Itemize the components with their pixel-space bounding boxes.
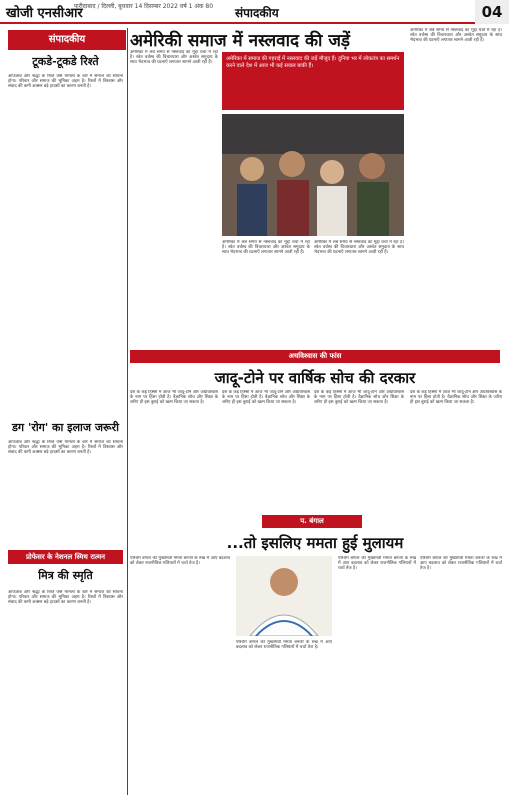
middle-body-1: देश के कई हिस्सों में आज भी जादू-टोने और अंधविश्वास के नाम पर हिंसा होती है। वैज्ञानिक सोच और शिक्षा के जरिए ही इस बुराई को खत्म किया जा सकता है।: [130, 390, 218, 406]
middle-headline: जादू-टोने पर वार्षिक सोच की दरकार: [214, 369, 416, 387]
left-headline-1: टूकडे-टूकडे रिश्ते: [32, 55, 99, 68]
bottom-column-4: [420, 556, 502, 794]
left-body-3: आफताब और श्रद्धा के रिश्ते जैसे मामलों के बारे में समाज को सोचना होगा। परिवार और समाज की भूमिका अहम है। रिश्तों में विश्वास और संवाद की कमी अक्सर बड़े हादसों का कारण बनती है।: [8, 590, 123, 606]
bottom-column-1: [130, 556, 230, 794]
bottom-body-1: पश्चिम बंगाल की मुख्यमंत्री ममता बनर्जी के रुख में आए बदलाव को लेकर राजनीतिक गलियारों में चर्चा तेज है।: [130, 556, 230, 567]
column-divider: [127, 28, 128, 795]
section-title: संपादकीय: [235, 6, 279, 20]
middle-body-2: देश के कई हिस्सों में आज भी जादू-टोने और अंधविश्वास के नाम पर हिंसा होती है। वैज्ञानिक सोच और शिक्षा के जरिए ही इस बुराई को खत्म किया जा सकता है।: [222, 390, 310, 406]
person-1: [240, 157, 264, 181]
middle-column-4: [410, 390, 502, 510]
left-headline-3: मित्र की स्मृति: [38, 569, 93, 582]
dateline: फरीदाबाद / दिल्ली, बुधवार 14 दिसम्बर 2022 वर्ष 1 अंक 80: [74, 3, 214, 10]
main-column-4: [410, 28, 502, 345]
person-3-body: [317, 186, 347, 236]
bottom-column-2: [236, 640, 332, 794]
left-column-1: [8, 74, 123, 414]
person-2-body: [277, 180, 309, 236]
middle-column-1: [130, 390, 218, 510]
photo-top-shade: [222, 114, 404, 154]
bottom-tag: प. बंगाल: [262, 515, 362, 528]
main-body-4: अमेरिका में लंबे समय से नस्लवाद का मुद्दा चर्चा में रहा है। श्वेत वर्चस्व की विचारधारा और अश्वेत समुदाय के साथ भेदभाव की घटनाएँ लगातार सामने आती रही हैं।: [410, 28, 502, 44]
bottom-column-3: [338, 556, 416, 794]
bottom-headline: ...तो इसलिए ममता हुई मुलायम: [226, 534, 404, 552]
left-body-2: आफताब और श्रद्धा के रिश्ते जैसे मामलों के बारे में समाज को सोचना होगा। परिवार और समाज की भूमिका अहम है। रिश्तों में विश्वास और संवाद की कमी अक्सर बड़े हादसों का कारण बनती है।: [8, 440, 123, 456]
left-column-3: [8, 590, 123, 795]
middle-body-3: देश के कई हिस्सों में आज भी जादू-टोने और अंधविश्वास के नाम पर हिंसा होती है। वैज्ञानिक सोच और शिक्षा के जरिए ही इस बुराई को खत्म किया जा सकता है।: [314, 390, 404, 406]
portrait-head: [270, 568, 298, 596]
main-body-2: अमेरिका में लंबे समय से नस्लवाद का मुद्दा चर्चा में रहा है। श्वेत वर्चस्व की विचारधारा और अश्वेत समुदाय के साथ भेदभाव की घटनाएँ लगातार सामने आती रही हैं।: [222, 240, 310, 256]
main-column-1: [130, 50, 218, 345]
main-body-1: अमेरिका में लंबे समय से नस्लवाद का मुद्दा चर्चा में रहा है। श्वेत वर्चस्व की विचारधारा और अश्वेत समुदाय के साथ भेदभाव की घटनाएँ लगातार सामने आती रही हैं।: [130, 50, 218, 66]
person-2: [279, 151, 305, 177]
middle-body-4: देश के कई हिस्सों में आज भी जादू-टोने और अंधविश्वास के नाम पर हिंसा होती है। वैज्ञानिक सोच और शिक्षा के जरिए ही इस बुराई को खत्म किया जा सकता है।: [410, 390, 502, 406]
main-body-3: अमेरिका में लंबे समय से नस्लवाद का मुद्दा चर्चा में रहा है। श्वेत वर्चस्व की विचारधारा और अश्वेत समुदाय के साथ भेदभाव की घटनाएँ लगातार सामने आती रही हैं।: [314, 240, 404, 256]
person-4-body: [357, 182, 389, 236]
left-headline-2: डग 'रोग' का इलाज जरूरी: [12, 421, 119, 434]
person-3: [320, 160, 344, 184]
main-pullquote: अमेरिका में समाज की गहराई में नस्लवाद की जड़ें मौजूद हैं। दुनिया भर में लोकतंत्र का समर्थन करने वाले देश में आज भी कई सवाल बाकी हैं।: [222, 52, 404, 110]
masthead: खोजी एनसीआर: [6, 6, 83, 21]
editorial-tag: संपादकीय: [8, 30, 126, 50]
mamata-photo: [236, 556, 332, 636]
middle-column-3: [314, 390, 404, 510]
middle-tag: अधविश्वास की फांस: [130, 350, 500, 363]
bottom-body-3: पश्चिम बंगाल की मुख्यमंत्री ममता बनर्जी के रुख में आए बदलाव को लेकर राजनीतिक गलियारों में चर्चा तेज है।: [338, 556, 416, 572]
left-tag-2: प्रोफेसर के नेशनल स्मिथ रात्मन: [8, 550, 123, 564]
page-number: 04: [475, 0, 509, 24]
main-column-3: [314, 240, 404, 345]
left-column-2: [8, 440, 123, 545]
bottom-body-4: पश्चिम बंगाल की मुख्यमंत्री ममता बनर्जी के रुख में आए बदलाव को लेकर राजनीतिक गलियारों में चर्चा तेज है।: [420, 556, 502, 572]
person-1-body: [237, 184, 267, 236]
main-headline: अमेरिकी समाज में नस्लवाद की जड़ें: [130, 31, 351, 51]
left-body-1: आफताब और श्रद्धा के रिश्ते जैसे मामलों के बारे में समाज को सोचना होगा। परिवार और समाज की भूमिका अहम है। रिश्तों में विश्वास और संवाद की कमी अक्सर बड़े हादसों का कारण बनती है।: [8, 74, 123, 90]
bottom-body-2: पश्चिम बंगाल की मुख्यमंत्री ममता बनर्जी के रुख में आए बदलाव को लेकर राजनीतिक गलियारों में चर्चा तेज है।: [236, 640, 332, 651]
crowd-photo: [222, 114, 404, 236]
main-column-2: [222, 240, 310, 345]
person-4: [359, 153, 385, 179]
middle-column-2: [222, 390, 310, 510]
